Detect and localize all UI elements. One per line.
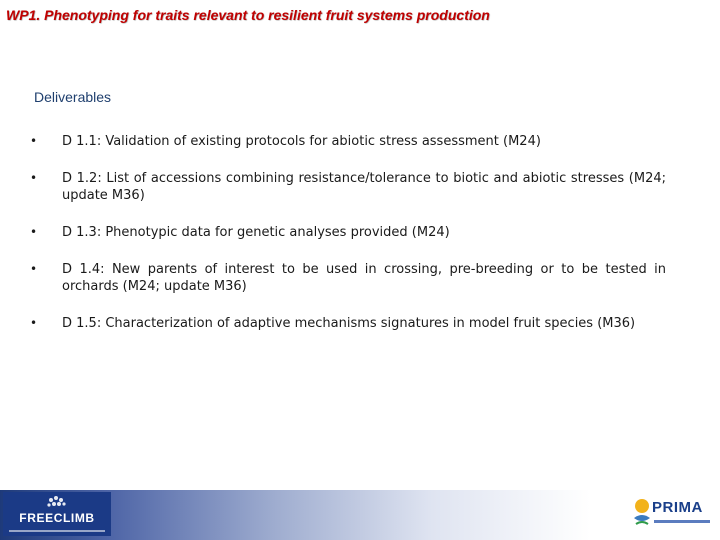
bullet-icon: • <box>30 134 38 148</box>
deliverables-list <box>30 133 666 352</box>
deliverables-heading: Deliverables <box>34 89 112 105</box>
prima-sun-icon <box>630 496 654 532</box>
bullet-icon: • <box>30 225 38 239</box>
bullet-icon: • <box>30 316 38 330</box>
list-item <box>30 315 666 332</box>
prima-wordmark: PRIMA <box>652 499 703 516</box>
list-item <box>30 170 666 204</box>
freeclimb-tagline <box>9 530 105 532</box>
freeclimb-logo <box>3 492 111 536</box>
prima-logo <box>630 494 716 534</box>
freeclimb-wordmark: FREECLIMB <box>19 511 95 525</box>
deliverable-d1-4: D 1.4: New parents of interest to be used in crossing, pre-breeding or to be tested in orchards (M24; update M36) <box>62 262 666 294</box>
bullet-icon: • <box>30 171 38 185</box>
deliverable-d1-1: D 1.1: Validation of existing protocols for abiotic stress assessment (M24) <box>62 134 541 149</box>
deliverable-d1-3: D 1.3: Phenotypic data for genetic analyses provided (M24) <box>62 225 450 240</box>
bullet-icon: • <box>30 262 38 276</box>
prima-tagline <box>654 520 710 523</box>
list-item <box>30 261 666 295</box>
list-item <box>30 133 666 150</box>
deliverable-d1-2: D 1.2: List of accessions combining resistance/tolerance to biotic and abiotic stresses (M24; update M36) <box>62 171 666 203</box>
deliverable-d1-5: D 1.5: Characterization of adaptive mechanisms signatures in model fruit species (M36) <box>62 316 636 331</box>
list-item <box>30 224 666 241</box>
slide-title: WP1. Phenotyping for traits relevant to resilient fruit systems production <box>6 7 490 23</box>
